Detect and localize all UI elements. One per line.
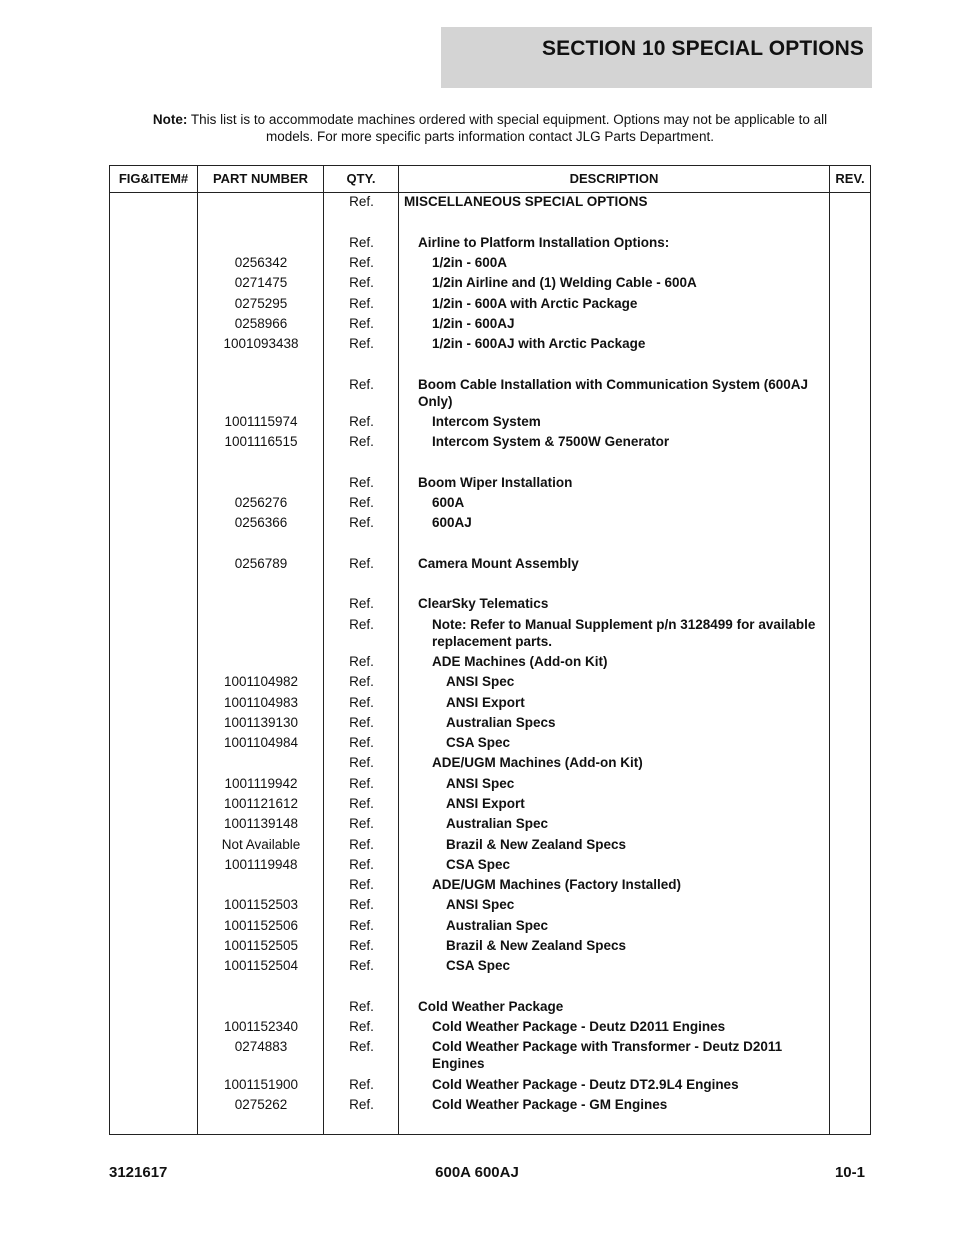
qty-cell: Ref.: [349, 674, 374, 689]
column-header-part-number: PART NUMBER: [212, 171, 309, 186]
description-cell: 1/2in - 600AJ with Arctic Package: [432, 336, 646, 351]
part-number-cell: 0275262: [234, 1097, 288, 1112]
description-cell: ADE/UGM Machines (Factory Installed): [432, 877, 682, 892]
qty-cell: Ref.: [349, 796, 374, 811]
qty-cell: Ref.: [349, 816, 374, 831]
description-cell: ClearSky Telematics: [418, 596, 549, 611]
part-number-cell: 1001119948: [224, 857, 298, 872]
qty-cell: Ref.: [349, 1039, 374, 1054]
part-number-cell: 1001152504: [223, 958, 299, 973]
qty-cell: Ref.: [349, 755, 374, 770]
qty-cell: Ref.: [349, 515, 374, 530]
parts-table: [109, 165, 871, 1135]
description-cell: 1/2in Airline and (1) Welding Cable - 600A: [432, 275, 697, 290]
qty-cell: Ref.: [349, 556, 374, 571]
description-cell: Boom Cable Installation with Communication System (600AJ Only): [418, 377, 809, 409]
part-number-cell: 1001119942: [224, 776, 298, 791]
qty-cell: Ref.: [349, 194, 374, 209]
description-cell: Cold Weather Package - Deutz DT2.9L4 Engines: [432, 1077, 739, 1092]
description-cell: 1/2in - 600A with Arctic Package: [432, 296, 638, 311]
part-number-cell: 1001093438: [223, 336, 299, 351]
description-cell: Intercom System: [432, 414, 541, 429]
description-cell: Cold Weather Package - GM Engines: [432, 1097, 668, 1112]
description-cell: Brazil & New Zealand Specs: [446, 837, 627, 852]
qty-cell: Ref.: [349, 1019, 374, 1034]
qty-cell: Ref.: [349, 1097, 374, 1112]
qty-cell: Ref.: [349, 434, 374, 449]
description-cell: ADE/UGM Machines (Add-on Kit): [432, 755, 643, 770]
description-cell: 600AJ: [432, 515, 472, 530]
special-options-note: [150, 111, 830, 145]
qty-cell: Ref.: [349, 316, 374, 331]
description-cell: MISCELLANEOUS SPECIAL OPTIONS: [404, 194, 648, 209]
qty-cell: Ref.: [349, 596, 374, 611]
qty-cell: Ref.: [349, 958, 374, 973]
qty-cell: Ref.: [349, 695, 374, 710]
description-cell: CSA Spec: [446, 735, 511, 750]
qty-cell: Ref.: [349, 776, 374, 791]
part-number-cell: 1001116515: [224, 434, 298, 449]
qty-cell: Ref.: [349, 235, 374, 250]
qty-cell: Ref.: [349, 938, 374, 953]
qty-cell: Ref.: [349, 495, 374, 510]
part-number-cell: 0271475: [234, 275, 288, 290]
qty-cell: Ref.: [349, 296, 374, 311]
description-cell: CSA Spec: [446, 958, 511, 973]
footer-doc-number: 3121617: [109, 1164, 168, 1181]
description-cell: ANSI Spec: [446, 674, 515, 689]
part-number-cell: 1001104984: [223, 735, 299, 750]
description-cell: Cold Weather Package - Deutz D2011 Engines: [432, 1019, 726, 1034]
description-cell: Australian Spec: [446, 816, 549, 831]
footer-page-number: 10-1: [834, 1164, 865, 1181]
description-cell: Cold Weather Package: [418, 999, 564, 1014]
description-cell: Australian Spec: [446, 918, 549, 933]
description-cell: Note: Refer to Manual Supplement p/n 3128499 for available replacement parts.: [432, 617, 816, 649]
description-cell: Brazil & New Zealand Specs: [446, 938, 627, 953]
qty-cell: Ref.: [349, 857, 374, 872]
description-cell: Airline to Platform Installation Options:: [418, 235, 670, 250]
qty-cell: Ref.: [349, 877, 374, 892]
column-header-fig-item: FIG&ITEM#: [118, 171, 189, 186]
part-number-cell: 1001104983: [223, 695, 299, 710]
part-number-cell: 0274883: [234, 1039, 288, 1054]
part-number-cell: 1001151900: [223, 1077, 299, 1092]
description-cell: Intercom System & 7500W Generator: [432, 434, 670, 449]
description-cell: 1/2in - 600AJ: [432, 316, 515, 331]
qty-cell: Ref.: [349, 837, 374, 852]
part-number-cell: 1001152340: [223, 1019, 299, 1034]
description-cell: ADE Machines (Add-on Kit): [432, 654, 608, 669]
description-cell: Australian Specs: [446, 715, 556, 730]
qty-cell: Ref.: [349, 897, 374, 912]
qty-cell: Ref.: [349, 735, 374, 750]
description-cell: 600A: [432, 495, 465, 510]
part-number-cell: 0258966: [234, 316, 288, 331]
qty-cell: Ref.: [349, 999, 374, 1014]
note-label: Note:: [152, 112, 188, 127]
description-cell: ANSI Spec: [446, 776, 515, 791]
part-number-cell: 1001139130: [223, 715, 299, 730]
qty-cell: Ref.: [349, 617, 374, 632]
part-number-cell: 1001152506: [223, 918, 299, 933]
qty-cell: Ref.: [349, 414, 374, 429]
qty-cell: Ref.: [349, 715, 374, 730]
description-cell: CSA Spec: [446, 857, 511, 872]
section-header: [441, 27, 872, 88]
part-number-cell: 0275295: [234, 296, 288, 311]
description-cell: ANSI Export: [446, 695, 525, 710]
description-cell: 1/2in - 600A: [432, 255, 508, 270]
description-cell: Cold Weather Package with Transformer - Deutz D2011 Engines: [432, 1039, 783, 1071]
qty-cell: Ref.: [349, 377, 374, 392]
part-number-cell: 0256789: [234, 556, 288, 571]
description-cell: Boom Wiper Installation: [418, 475, 573, 490]
qty-cell: Ref.: [349, 1077, 374, 1092]
section-title: SECTION 10 SPECIAL OPTIONS: [542, 37, 864, 60]
note-text: This list is to accommodate machines ordered with special equipment. Options may not be applicable to all models. For more specific parts information contact JLG Parts Department.: [187, 112, 828, 144]
description-cell: ANSI Spec: [446, 897, 515, 912]
part-number-cell: 0256366: [234, 515, 288, 530]
part-number-cell: 1001152505: [223, 938, 299, 953]
description-cell: ANSI Export: [446, 796, 525, 811]
part-number-cell: Not Available: [221, 837, 301, 852]
part-number-cell: 0256276: [234, 495, 288, 510]
footer-models: 600A 600AJ: [435, 1164, 519, 1181]
description-cell: Camera Mount Assembly: [418, 556, 579, 571]
column-divider: [829, 166, 830, 1134]
qty-cell: Ref.: [349, 275, 374, 290]
qty-cell: Ref.: [349, 336, 374, 351]
column-header-qty: QTY.: [346, 171, 376, 186]
part-number-cell: 0256342: [234, 255, 288, 270]
qty-cell: Ref.: [349, 475, 374, 490]
column-header-rev: REV.: [835, 171, 865, 186]
column-header-description: DESCRIPTION: [569, 171, 659, 186]
part-number-cell: 1001139148: [223, 816, 299, 831]
part-number-cell: 1001121612: [223, 796, 299, 811]
part-number-cell: 1001152503: [223, 897, 299, 912]
qty-cell: Ref.: [349, 255, 374, 270]
part-number-cell: 1001115974: [224, 414, 298, 429]
part-number-cell: 1001104982: [223, 674, 299, 689]
qty-cell: Ref.: [349, 918, 374, 933]
qty-cell: Ref.: [349, 654, 374, 669]
